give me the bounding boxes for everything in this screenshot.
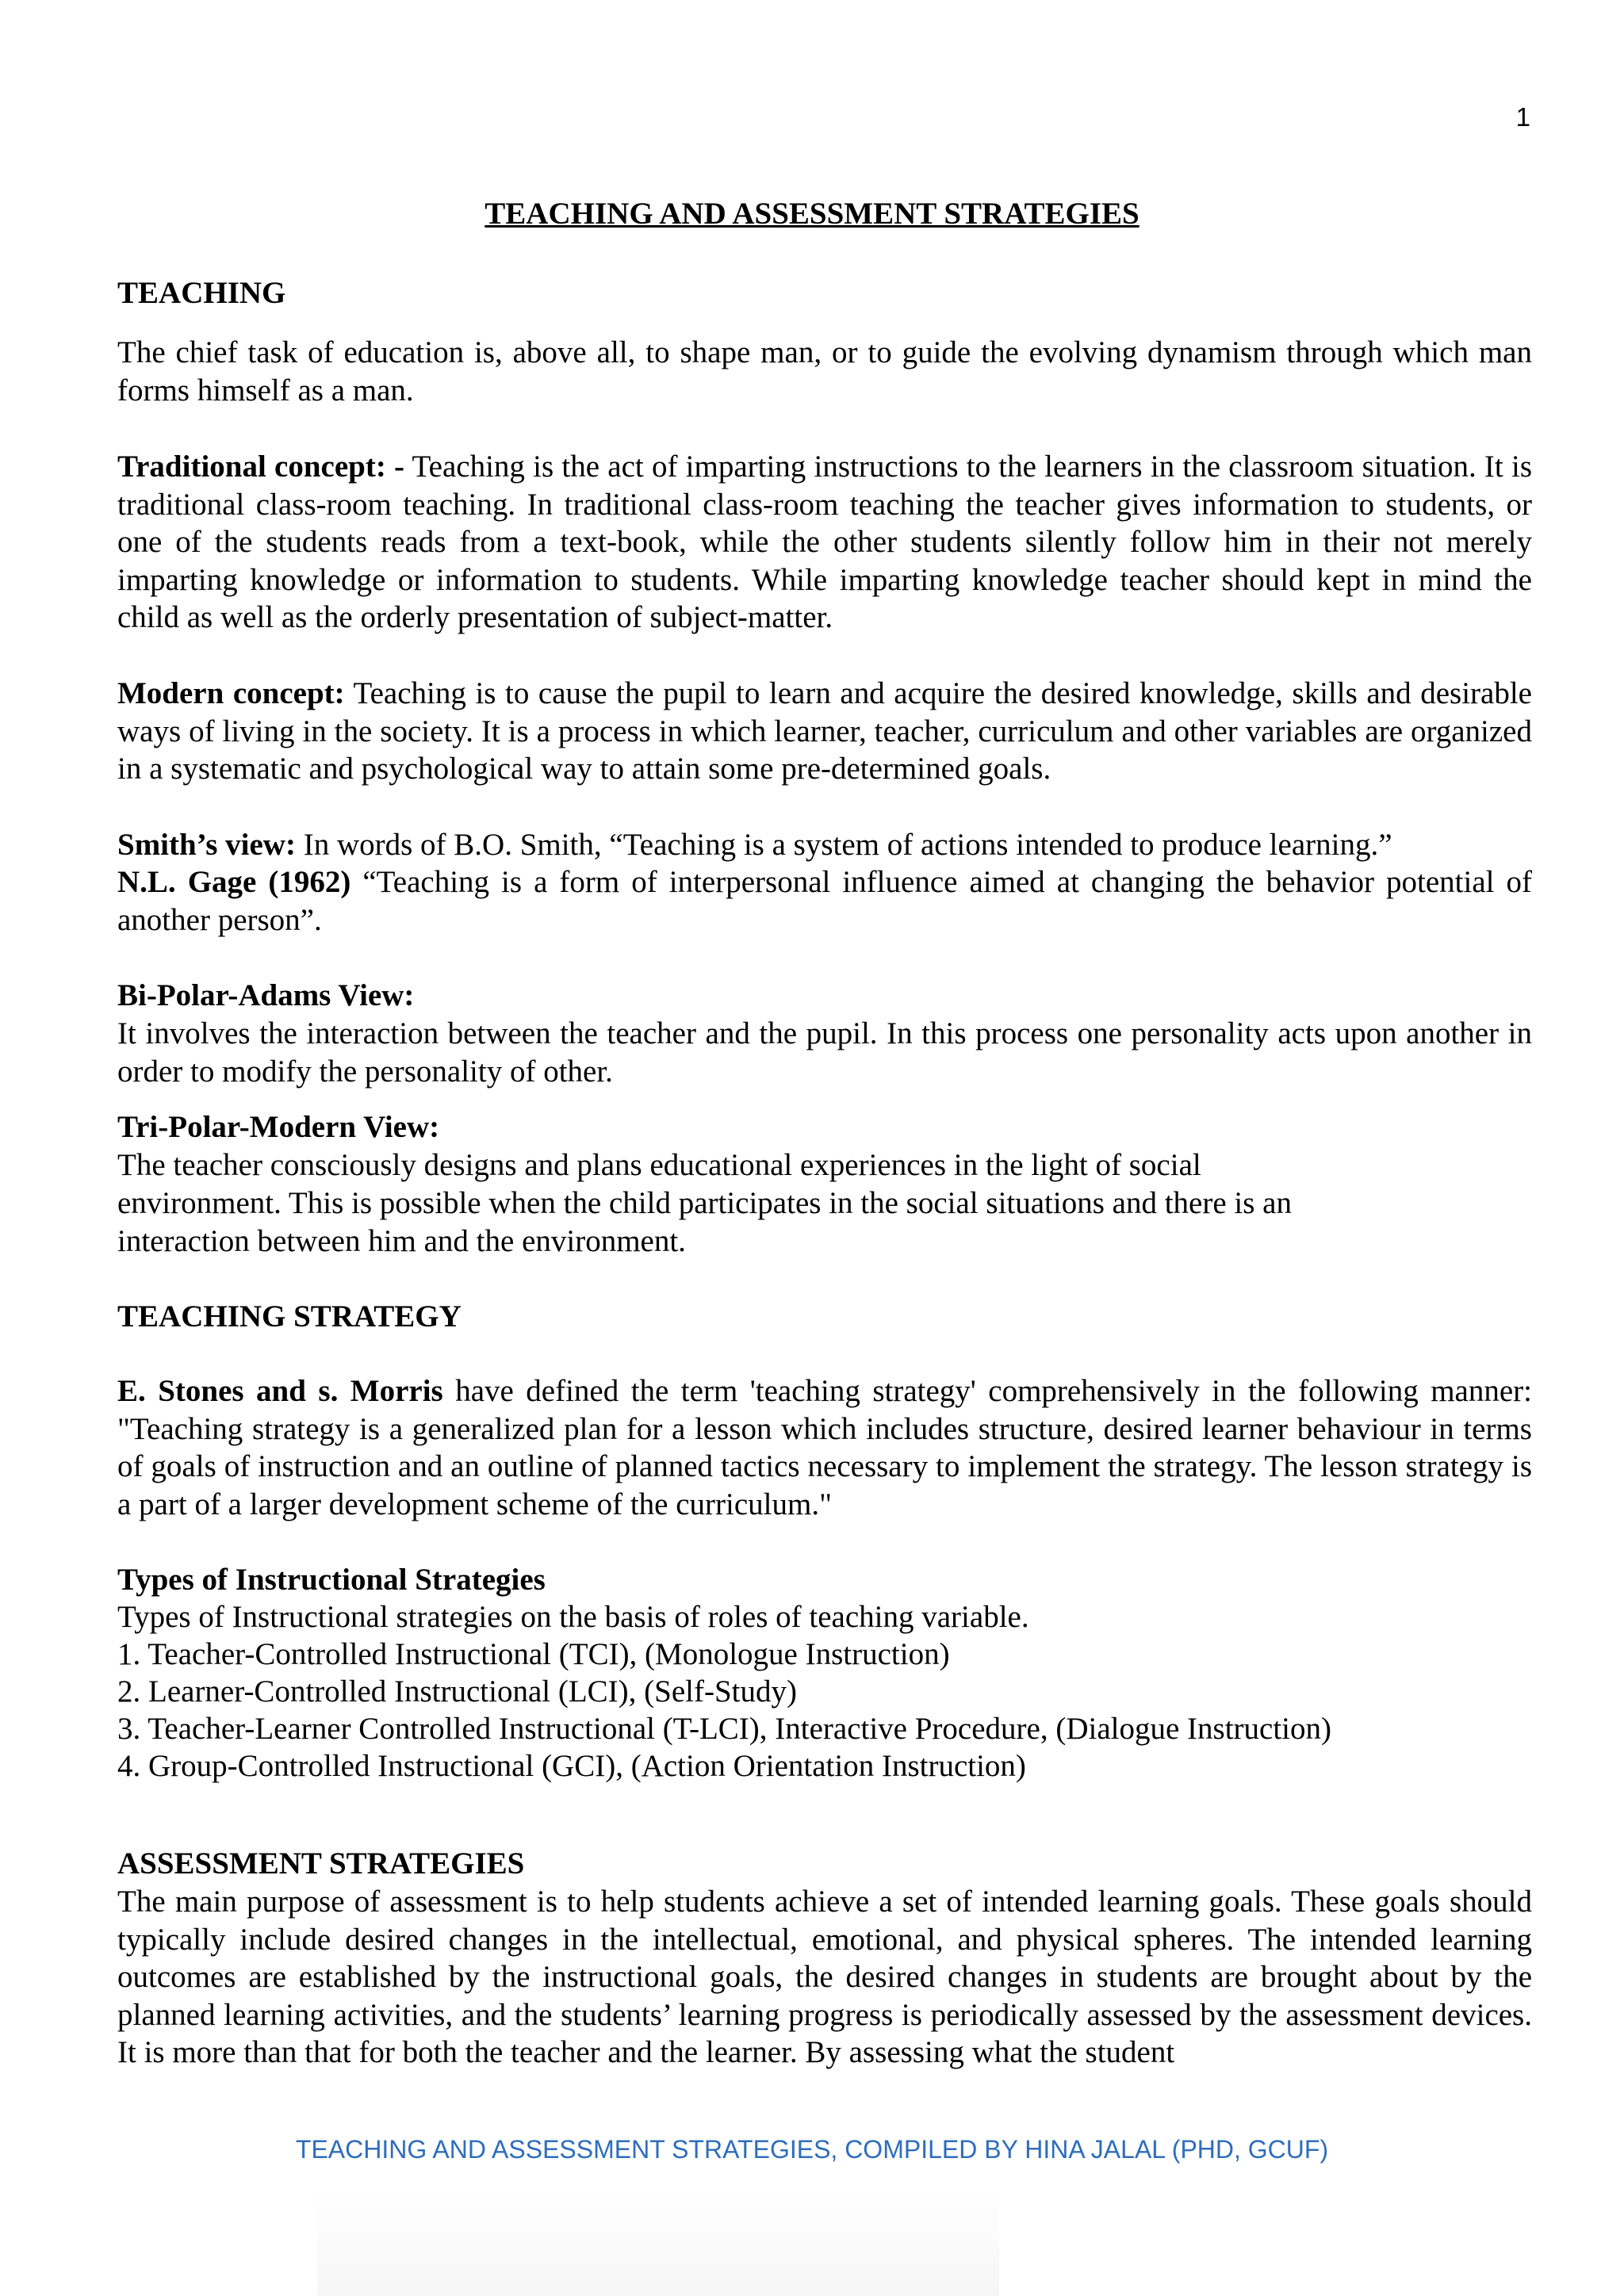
gage-label: N.L. Gage (1962) xyxy=(117,865,351,899)
teaching-strategy-paragraph xyxy=(117,1372,1532,1523)
smith-view-label: Smith’s view: xyxy=(117,828,296,862)
bipolar-view-heading: Bi-Polar-Adams View: xyxy=(117,978,415,1012)
instructional-strategies-intro: Types of Instructional strategies on the basis of roles of teaching variable. xyxy=(117,1600,1029,1634)
gage-text: “Teaching is a form of interpersonal influence aimed at changing the behavior potential of another person”. xyxy=(117,865,1532,937)
list-item: 2. Learner-Controlled Instructional (LCI), (Self-Study) xyxy=(117,1674,797,1709)
smith-view-paragraph xyxy=(117,826,1532,864)
section-heading-teaching-strategy: TEACHING STRATEGY xyxy=(117,1299,462,1334)
list-item: 3. Teacher-Learner Controlled Instructional (T-LCI), Interactive Procedure, (Dialogue Instruction) xyxy=(117,1712,1331,1746)
tripolar-view-line: interaction between him and the environment. xyxy=(117,1224,686,1258)
modern-concept-text: Teaching is to cause the pupil to learn and acquire the desired knowledge, skills and desirable ways of living in the society. It is a process in which learner, teacher, curriculum and other variables are organized in a systematic and psychological way to attain some pre-determined goals. xyxy=(117,676,1532,786)
modern-concept-paragraph xyxy=(117,675,1532,788)
document-title: TEACHING AND ASSESSMENT STRATEGIES xyxy=(485,197,1139,231)
assessment-paragraph: The main purpose of assessment is to help students achieve a set of intended learning goals. These goals should typically include desired changes in the intellectual, emotional, and physical spheres. The intended learning outcomes are established by the instructional goals, the desired changes in students are brought about by the planned learning activities, and the students’ learning progress is periodically assessed by the assessment devices. It is more than that for both the teacher and the learner. By assessing what the student xyxy=(117,1885,1532,2069)
section-heading-teaching: TEACHING xyxy=(117,276,286,310)
list-item: 4. Group-Controlled Instructional (GCI), (Action Orientation Instruction) xyxy=(117,1749,1026,1783)
stones-morris-label: E. Stones and s. Morris xyxy=(117,1374,443,1408)
list-item: 1. Teacher-Controlled Instructional (TCI), (Monologue Instruction) xyxy=(117,1637,950,1671)
smith-view-text: In words of B.O. Smith, “Teaching is a system of actions intended to produce learning.” xyxy=(295,828,1392,862)
intro-paragraph: The chief task of education is, above all, to shape man, or to guide the evolving dynamism through which man forms himself as a man. xyxy=(117,335,1532,408)
gage-definition-paragraph xyxy=(117,863,1532,939)
page-number: 1 xyxy=(1515,102,1530,132)
traditional-concept-text: Teaching is the act of imparting instructions to the learners in the classroom situation. It is traditional class-room teaching. In traditional class-room teaching the teacher gives information to students, or one of the students reads from a text-book, while the other students silently follow him in their not merely imparting knowledge or information to students. While imparting knowledge teacher should kept in mind the child as well as the orderly presentation of subject-matter. xyxy=(117,450,1532,634)
tripolar-view-line: environment. This is possible when the child participates in the social situations and there is an xyxy=(117,1186,1292,1220)
traditional-concept-paragraph xyxy=(117,448,1532,637)
traditional-concept-label: Traditional concept: - xyxy=(117,450,405,484)
page-footer: TEACHING AND ASSESSMENT STRATEGIES, COMPILED BY HINA JALAL (PHD, GCUF) xyxy=(295,2135,1329,2164)
bipolar-view-paragraph: It involves the interaction between the teacher and the pupil. In this process one personality acts upon another in order to modify the personality of other. xyxy=(117,1016,1532,1089)
footer-shadow xyxy=(317,2188,999,2296)
teaching-strategy-text: have defined the term 'teaching strategy' comprehensively in the following manner: "Teaching strategy is a generalized plan for a lesson which includes structure, desired learner behaviour in terms of goals of instruction and an outline of planned tactics necessary to implement the strategy. The lesson strategy is a part of a larger development scheme of the curriculum." xyxy=(117,1374,1532,1521)
modern-concept-label: Modern concept: xyxy=(117,676,345,710)
tripolar-view-line: The teacher consciously designs and plans educational experiences in the light of social xyxy=(117,1148,1201,1182)
tripolar-view-heading: Tri-Polar-Modern View: xyxy=(117,1110,440,1144)
instructional-strategies-heading: Types of Instructional Strategies xyxy=(117,1563,546,1597)
section-heading-assessment: ASSESSMENT STRATEGIES xyxy=(117,1846,525,1881)
